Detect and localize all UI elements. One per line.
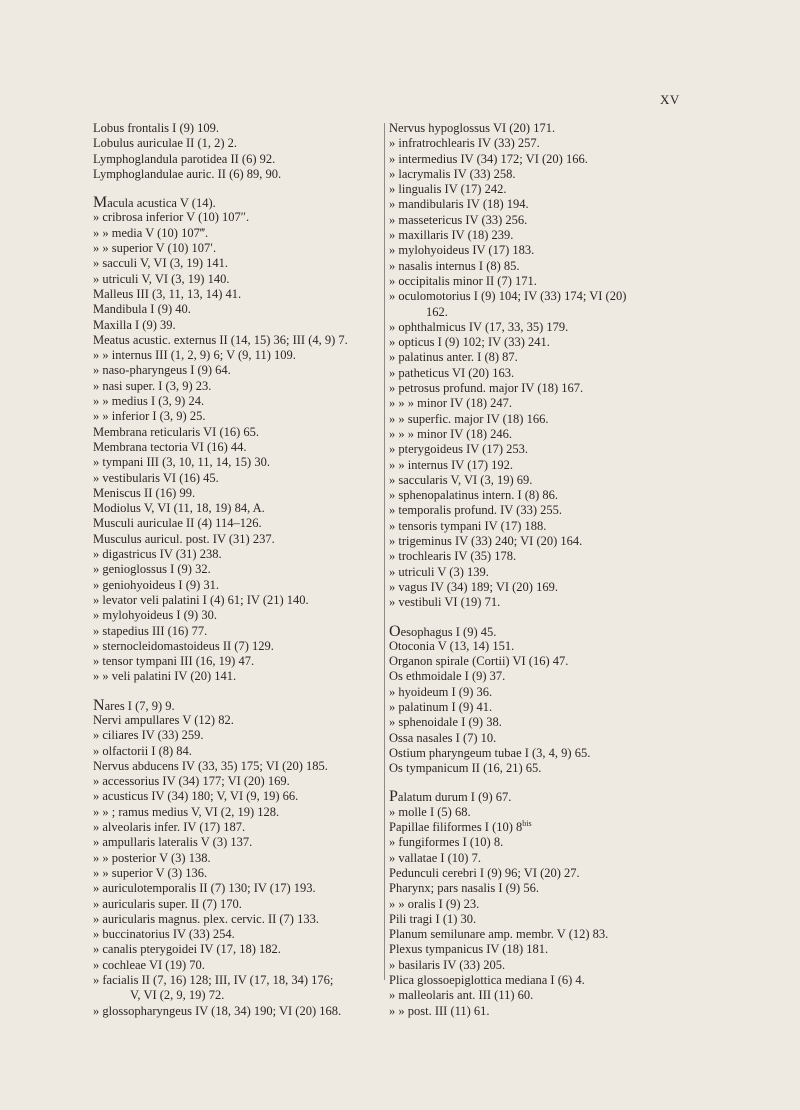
index-entry: » mylohyoideus I (9) 30.	[93, 608, 217, 623]
index-entry: » sphenoidale I (9) 38.	[389, 715, 502, 730]
index-entry: » mylohyoideus IV (17) 183.	[389, 243, 535, 258]
index-entry: Lymphoglandulae auric. II (6) 89, 90.	[93, 166, 282, 181]
left-index-column	[93, 121, 380, 1019]
index-entry: » genioglossus I (9) 32.	[93, 562, 211, 577]
index-entry: » » superior V (10) 107′.	[93, 241, 217, 256]
index-entry: Meatus acustic. externus II (14, 15) 36; III (4, 9) 7.	[93, 332, 348, 347]
index-entry: Macula acustica V (14).	[93, 194, 216, 212]
index-entry: » massetericus IV (33) 256.	[389, 212, 528, 227]
index-entry: Os ethmoidale I (9) 37.	[389, 669, 506, 684]
index-entry: Membrana tectoria VI (16) 44.	[93, 439, 247, 454]
index-entry: » » medius I (3, 9) 24.	[93, 394, 205, 409]
right-index-column	[389, 121, 671, 1019]
index-entry: Plica glossoepiglottica mediana I (6) 4.	[389, 973, 585, 988]
index-entry: » » internus III (1, 2, 9) 6; V (9, 11) 109.	[93, 348, 296, 363]
index-entry: Plexus tympanicus IV (18) 181.	[389, 942, 549, 957]
index-entry: » » oralis I (9) 23.	[389, 896, 480, 911]
index-entry: » opticus I (9) 102; IV (33) 241.	[389, 335, 550, 350]
index-entry: » acusticus IV (34) 180; V, VI (9, 19) 66.	[93, 789, 299, 804]
index-entry: » auricularis magnus. plex. cervic. II (7) 133.	[93, 911, 319, 926]
index-entry: Ostium pharyngeum tubae I (3, 4, 9) 65.	[389, 745, 591, 760]
page-number: XV	[660, 92, 680, 107]
index-entry: » maxillaris IV (18) 239.	[389, 228, 514, 243]
index-entry: » » post. III (11) 61.	[389, 1003, 490, 1018]
index-entry: Membrana reticularis VI (16) 65.	[93, 424, 260, 439]
index-entry: » tympani III (3, 10, 11, 14, 15) 30.	[93, 455, 270, 470]
index-entry: Oesophagus I (9) 45.	[389, 622, 497, 640]
index-entry: » » inferior I (3, 9) 25.	[93, 409, 206, 424]
index-entry: Maxilla I (9) 39.	[93, 317, 176, 332]
index-entry: » » » minor IV (18) 247.	[389, 396, 513, 411]
index-entry: » occipitalis minor II (7) 171.	[389, 273, 537, 288]
index-entry: » sphenopalatinus intern. I (8) 86.	[389, 488, 559, 503]
index-entry: » utriculi V, VI (3, 19) 140.	[93, 271, 230, 286]
column-divider	[384, 123, 385, 980]
index-entry: » malleolaris ant. III (11) 60.	[389, 988, 534, 1003]
index-entry: Pedunculi cerebri I (9) 96; VI (20) 27.	[389, 865, 580, 880]
index-entry: » facialis II (7, 16) 128; III, IV (17, 18, 34) 176;	[93, 973, 334, 988]
index-entry: » molle I (5) 68.	[389, 804, 471, 819]
index-entry: Malleus III (3, 11, 13, 14) 41.	[93, 286, 242, 301]
index-entry: » saccularis V, VI (3, 19) 69.	[389, 472, 533, 487]
index-entry: » trigeminus IV (33) 240; VI (20) 164.	[389, 534, 583, 549]
index-entry: » levator veli palatini I (4) 61; IV (21) 140.	[93, 592, 309, 607]
index-entry: » geniohyoideus I (9) 31.	[93, 577, 220, 592]
index-entry: » naso-pharyngeus I (9) 64.	[93, 363, 231, 378]
index-entry: » tensor tympani III (16, 19) 47.	[93, 654, 255, 669]
index-entry: » accessorius IV (34) 177; VI (20) 169.	[93, 774, 290, 789]
index-entry: » lacrymalis IV (33) 258.	[389, 166, 516, 181]
index-entry: » nasi super. I (3, 9) 23.	[93, 378, 212, 393]
index-entry: » ophthalmicus IV (17, 33, 35) 179.	[389, 319, 569, 334]
index-entry: » cochleae VI (19) 70.	[93, 957, 205, 972]
index-entry: » » superior V (3) 136.	[93, 865, 208, 880]
index-entry: Nervus abducens IV (33, 35) 175; VI (20) 185.	[93, 758, 328, 773]
index-entry: » » ; ramus medius V, VI (2, 19) 128.	[93, 804, 280, 819]
index-entry: » » » minor IV (18) 246.	[389, 426, 513, 441]
index-entry: » ciliares IV (33) 259.	[93, 728, 204, 743]
index-entry: » stapedius III (16) 77.	[93, 623, 208, 638]
index-entry: » » internus IV (17) 192.	[389, 457, 514, 472]
index-entry: Mandibula I (9) 40.	[93, 302, 191, 317]
index-entry: » vallatae I (10) 7.	[389, 850, 481, 865]
index-entry: Meniscus II (16) 99.	[93, 485, 196, 500]
index-entry: Palatum durum I (9) 67.	[389, 788, 512, 806]
index-entry: Otoconia V (13, 14) 151.	[389, 638, 515, 653]
index-entry: Ossa nasales I (7) 10.	[389, 730, 497, 745]
index-entry: Nares I (7, 9) 9.	[93, 696, 175, 714]
index-entry: Pili tragi I (1) 30.	[389, 911, 477, 926]
index-entry: » petrosus profund. major IV (18) 167.	[389, 381, 584, 396]
index-entry: Nervus hypoglossus VI (20) 171.	[389, 121, 556, 135]
superscript: bis	[522, 819, 532, 829]
index-entry: » palatinus anter. I (8) 87.	[389, 350, 518, 365]
index-entry: Pharynx; pars nasalis I (9) 56.	[389, 881, 539, 896]
index-entry: » nasalis internus I (8) 85.	[389, 258, 520, 273]
index-entry: » canalis pterygoidei IV (17, 18) 182.	[93, 942, 281, 957]
index-entry: » sternocleidomastoideus II (7) 129.	[93, 638, 274, 653]
index-entry: 162.	[426, 304, 448, 319]
index-entry: Os tympanicum II (16, 21) 65.	[389, 761, 542, 776]
index-entry: » pterygoideus IV (17) 253.	[389, 442, 528, 457]
index-entry: Lymphoglandula parotidea II (6) 92.	[93, 151, 276, 166]
index-entry: » » posterior V (3) 138.	[93, 850, 211, 865]
index-entry: » ampullaris lateralis V (3) 137.	[93, 835, 253, 850]
index-entry: » » superfic. major IV (18) 166.	[389, 411, 549, 426]
index-entry: Lobulus auriculae II (1, 2) 2.	[93, 136, 238, 151]
index-entry: » glossopharyngeus IV (18, 34) 190; VI (20) 168.	[93, 1003, 342, 1018]
index-entry: » cribrosa inferior V (10) 107″.	[93, 210, 250, 225]
index-entry: » oculomotorius I (9) 104; IV (33) 174; VI (20)	[389, 289, 627, 304]
index-entry: Nervi ampullares V (12) 82.	[93, 712, 234, 727]
index-entry: Lobus frontalis I (9) 109.	[93, 121, 220, 135]
index-entry: » auriculotemporalis II (7) 130; IV (17) 193.	[93, 881, 316, 896]
index-entry: » basilaris IV (33) 205.	[389, 957, 506, 972]
index-entry: » tensoris tympani IV (17) 188.	[389, 518, 547, 533]
index-entry: Organon spirale (Cortii) VI (16) 47.	[389, 654, 569, 669]
index-entry: » olfactorii I (8) 84.	[93, 743, 192, 758]
index-entry: Musculus auricul. post. IV (31) 237.	[93, 531, 275, 546]
index-entry: » mandibularis IV (18) 194.	[389, 197, 529, 212]
index-entry: » lingualis IV (17) 242.	[389, 182, 507, 197]
index-entry: » trochlearis IV (35) 178.	[389, 549, 517, 564]
index-entry: » infratrochlearis IV (33) 257.	[389, 136, 540, 151]
index-entry: » vestibuli VI (19) 71.	[389, 595, 501, 610]
index-entry: Modiolus V, VI (11, 18, 19) 84, A.	[93, 501, 265, 516]
index-entry: » digastricus IV (31) 238.	[93, 547, 222, 562]
index-entry: » buccinatorius IV (33) 254.	[93, 927, 235, 942]
index-entry: » vestibularis VI (16) 45.	[93, 470, 219, 485]
index-entry: » intermedius IV (34) 172; VI (20) 166.	[389, 151, 588, 166]
index-entry: Musculi auriculae II (4) 114–126.	[93, 516, 262, 531]
index-entry: » hyoideum I (9) 36.	[389, 684, 493, 699]
index-entry: » patheticus VI (20) 163.	[389, 365, 515, 380]
index-entry: » palatinum I (9) 41.	[389, 699, 493, 714]
index-entry: » » media V (10) 107‴.	[93, 225, 209, 240]
index-entry: » temporalis profund. IV (33) 255.	[389, 503, 563, 518]
index-entry: » fungiformes I (10) 8.	[389, 835, 504, 850]
index-entry: Papillae filiformes I (10) $8^{bis}$	[389, 819, 532, 835]
index-entry: » vagus IV (34) 189; VI (20) 169.	[389, 579, 558, 594]
index-entry: Planum semilunare amp. membr. V (12) 83.	[389, 927, 609, 942]
index-entry: » utriculi V (3) 139.	[389, 564, 489, 579]
index-entry: » alveolaris infer. IV (17) 187.	[93, 820, 246, 835]
index-entry: » sacculi V, VI (3, 19) 141.	[93, 256, 229, 271]
index-entry: V, VI (2, 9, 19) 72.	[130, 988, 225, 1003]
index-entry: » » veli palatini IV (20) 141.	[93, 669, 237, 684]
index-entry: » auricularis super. II (7) 170.	[93, 896, 242, 911]
